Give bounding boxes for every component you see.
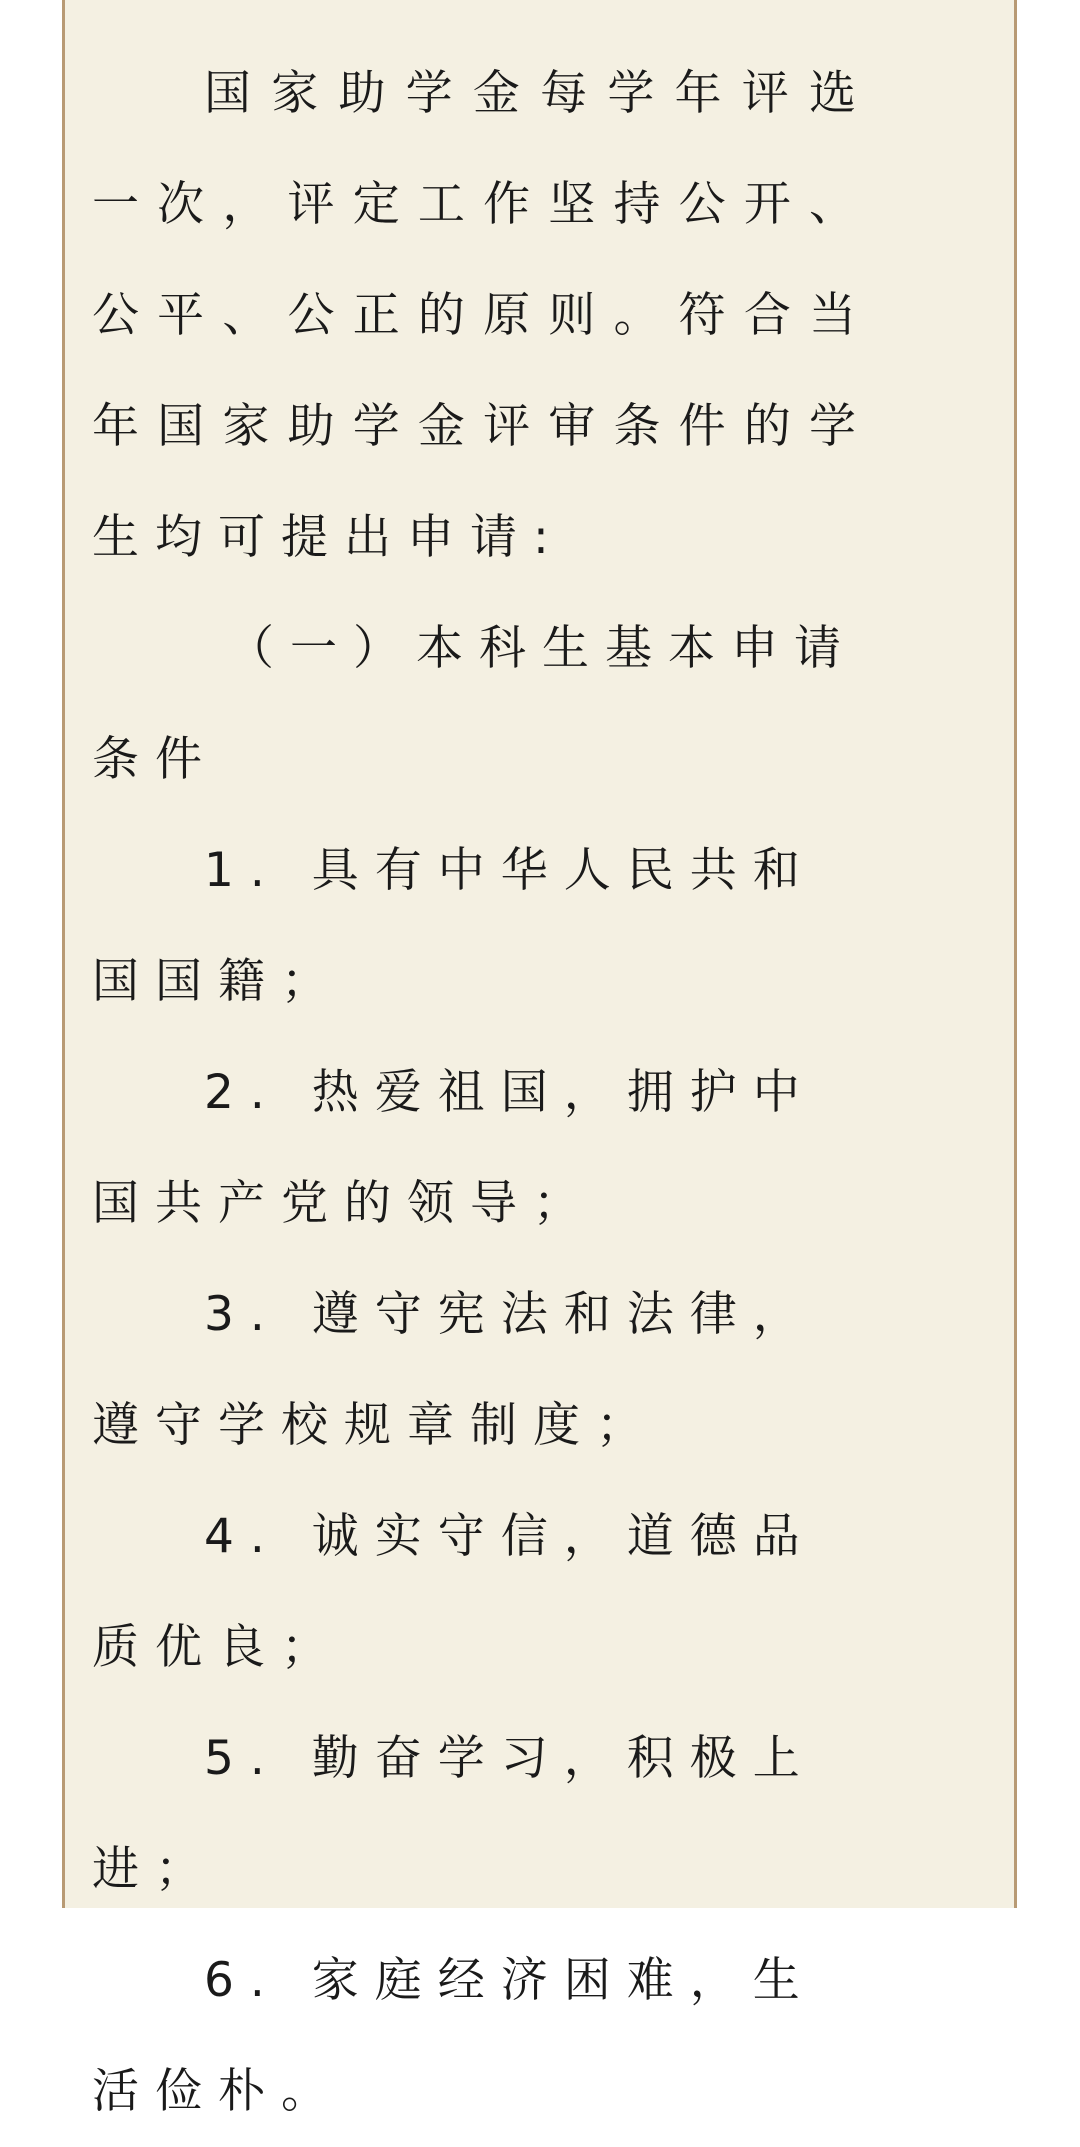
- condition-item-1: 1. 具有中华人民共和国国籍；: [92, 843, 816, 1009]
- condition-item-2: 2. 热爱祖国，拥护中国共产党的领导；: [92, 1065, 816, 1231]
- document-body: [92, 38, 872, 2147]
- section-heading: （一）本科生基本申请条件: [92, 621, 857, 787]
- condition-item-3: 3. 遵守宪法和法律，遵守学校规章制度；: [92, 1287, 816, 1453]
- condition-item-6: 6. 家庭经济困难，生活俭朴。: [92, 1953, 816, 2119]
- condition-item-5: 5. 勤奋学习，积极上进；: [92, 1731, 816, 1897]
- condition-item-4: 4. 诚实守信，道德品质优良；: [92, 1509, 816, 1675]
- intro-paragraph: 国家助学金每学年评选一次，评定工作坚持公开、公平、公正的原则。符合当年国家助学金评审条件的学生均可提出申请:: [92, 66, 872, 565]
